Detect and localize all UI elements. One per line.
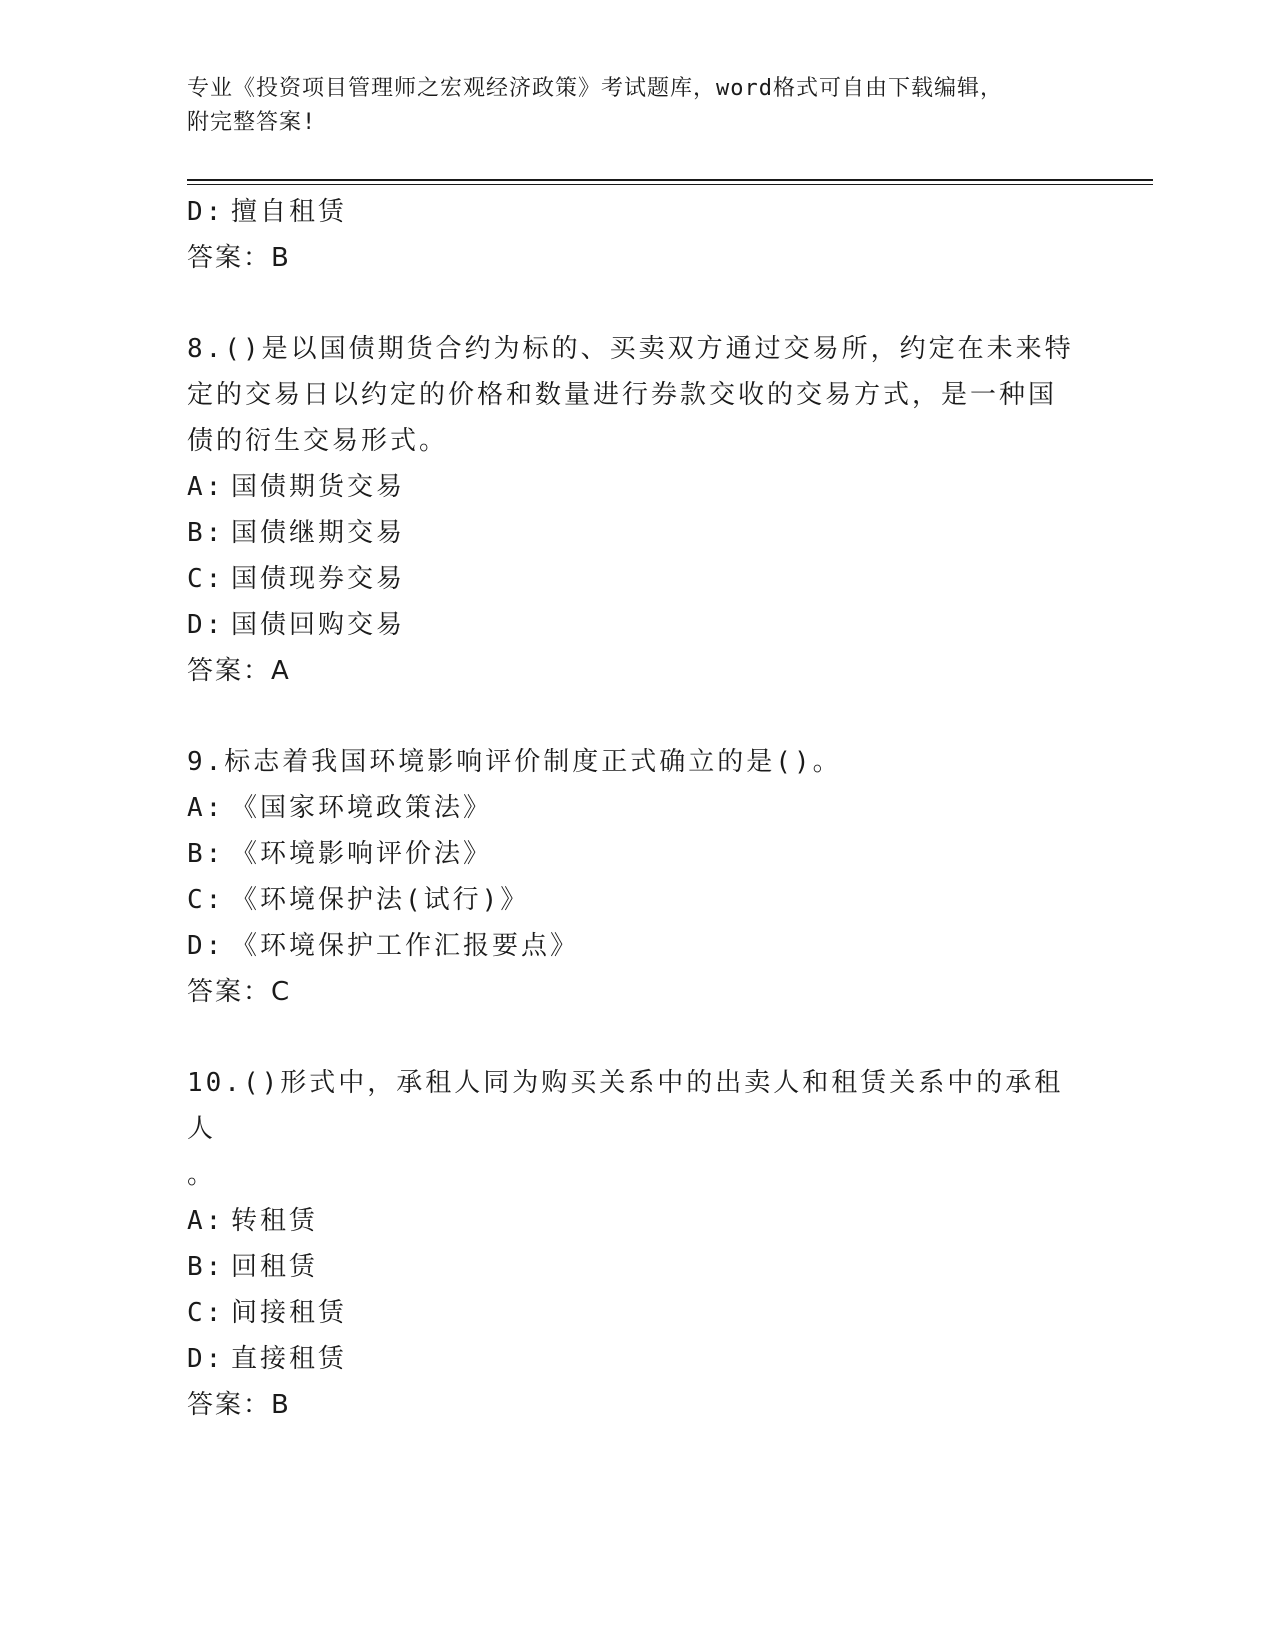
answer-line: 答案：C bbox=[187, 977, 292, 1007]
option-a bbox=[187, 1198, 1087, 1244]
option-c bbox=[187, 1290, 1087, 1336]
question-block bbox=[187, 1060, 1087, 1428]
option-key: B: bbox=[187, 839, 225, 869]
option-key: C: bbox=[187, 1298, 225, 1328]
stem-line: 10.()形式中，承租人同为购买关系中的出卖人和租赁关系中的承租人 bbox=[187, 1068, 1064, 1144]
option-c bbox=[187, 556, 1087, 602]
option-key: D: bbox=[187, 197, 225, 227]
stem-line: 。 bbox=[187, 1160, 217, 1190]
option-key: D: bbox=[187, 931, 225, 961]
option-text: 国债期货交易 bbox=[231, 472, 406, 502]
header-line-2: 附完整答案! bbox=[187, 110, 317, 135]
option-key: C: bbox=[187, 885, 225, 915]
option-key: B: bbox=[187, 518, 225, 548]
question-content bbox=[187, 189, 1087, 1428]
option-d bbox=[187, 1336, 1087, 1382]
option-a bbox=[187, 464, 1087, 510]
option-text: 擅自租赁 bbox=[231, 197, 348, 227]
header-divider-thick bbox=[187, 179, 1153, 181]
stem-line: 8.()是以国债期货合约为标的、买卖双方通过交易所，约定在未来特 bbox=[187, 334, 1074, 364]
option-c bbox=[187, 877, 1087, 923]
option-text: 国债继期交易 bbox=[231, 518, 406, 548]
option-a bbox=[187, 785, 1087, 831]
option-key: A: bbox=[187, 1206, 225, 1236]
option-text: 国债回购交易 bbox=[231, 610, 406, 640]
stem-line: 9.标志着我国环境影响评价制度正式确立的是()。 bbox=[187, 747, 842, 777]
answer-line: 答案：A bbox=[187, 656, 291, 686]
option-d bbox=[187, 189, 1087, 235]
question-stem bbox=[187, 739, 1087, 785]
option-key: A: bbox=[187, 793, 225, 823]
option-d bbox=[187, 602, 1087, 648]
stem-line: 债的衍生交易形式。 bbox=[187, 426, 449, 456]
option-b bbox=[187, 1244, 1087, 1290]
option-text: 回租赁 bbox=[231, 1252, 319, 1282]
option-b bbox=[187, 510, 1087, 556]
option-key: D: bbox=[187, 1344, 225, 1374]
option-text: 直接租赁 bbox=[231, 1344, 348, 1374]
document-header bbox=[187, 72, 1067, 140]
question-block bbox=[187, 739, 1087, 1015]
question-stem bbox=[187, 1060, 1087, 1198]
question-stem bbox=[187, 326, 1087, 464]
option-key: A: bbox=[187, 472, 225, 502]
question-block bbox=[187, 326, 1087, 694]
option-text: 转租赁 bbox=[231, 1206, 319, 1236]
option-key: D: bbox=[187, 610, 225, 640]
option-text: 《环境保护法(试行)》 bbox=[231, 885, 530, 915]
option-text: 《环境影响评价法》 bbox=[231, 839, 493, 869]
option-key: B: bbox=[187, 1252, 225, 1282]
option-text: 国债现券交易 bbox=[231, 564, 406, 594]
option-text: 《环境保护工作汇报要点》 bbox=[231, 931, 580, 961]
option-text: 《国家环境政策法》 bbox=[231, 793, 493, 823]
answer-line: 答案：B bbox=[187, 1390, 291, 1420]
header-divider-thin bbox=[187, 184, 1153, 185]
header-line-1: 专业《投资项目管理师之宏观经济政策》考试题库，word格式可自由下载编辑， bbox=[187, 76, 1003, 101]
option-b bbox=[187, 831, 1087, 877]
stem-line: 定的交易日以约定的价格和数量进行券款交收的交易方式，是一种国 bbox=[187, 380, 1058, 410]
option-key: C: bbox=[187, 564, 225, 594]
option-d bbox=[187, 923, 1087, 969]
option-text: 间接租赁 bbox=[231, 1298, 348, 1328]
answer-line: 答案：B bbox=[187, 243, 291, 273]
